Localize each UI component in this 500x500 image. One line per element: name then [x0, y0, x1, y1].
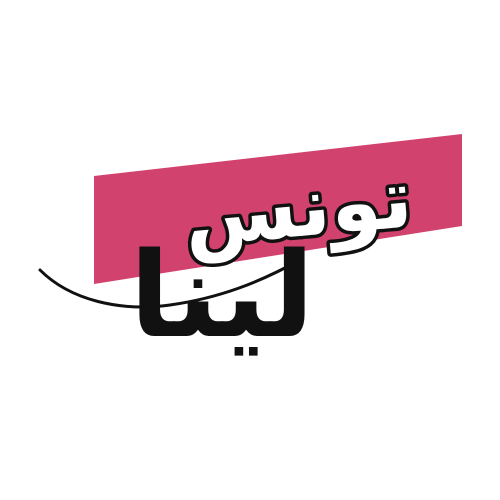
logo-bottom-word: لينا: [129, 226, 315, 364]
logo-top-word-outline: تونس: [179, 151, 417, 266]
